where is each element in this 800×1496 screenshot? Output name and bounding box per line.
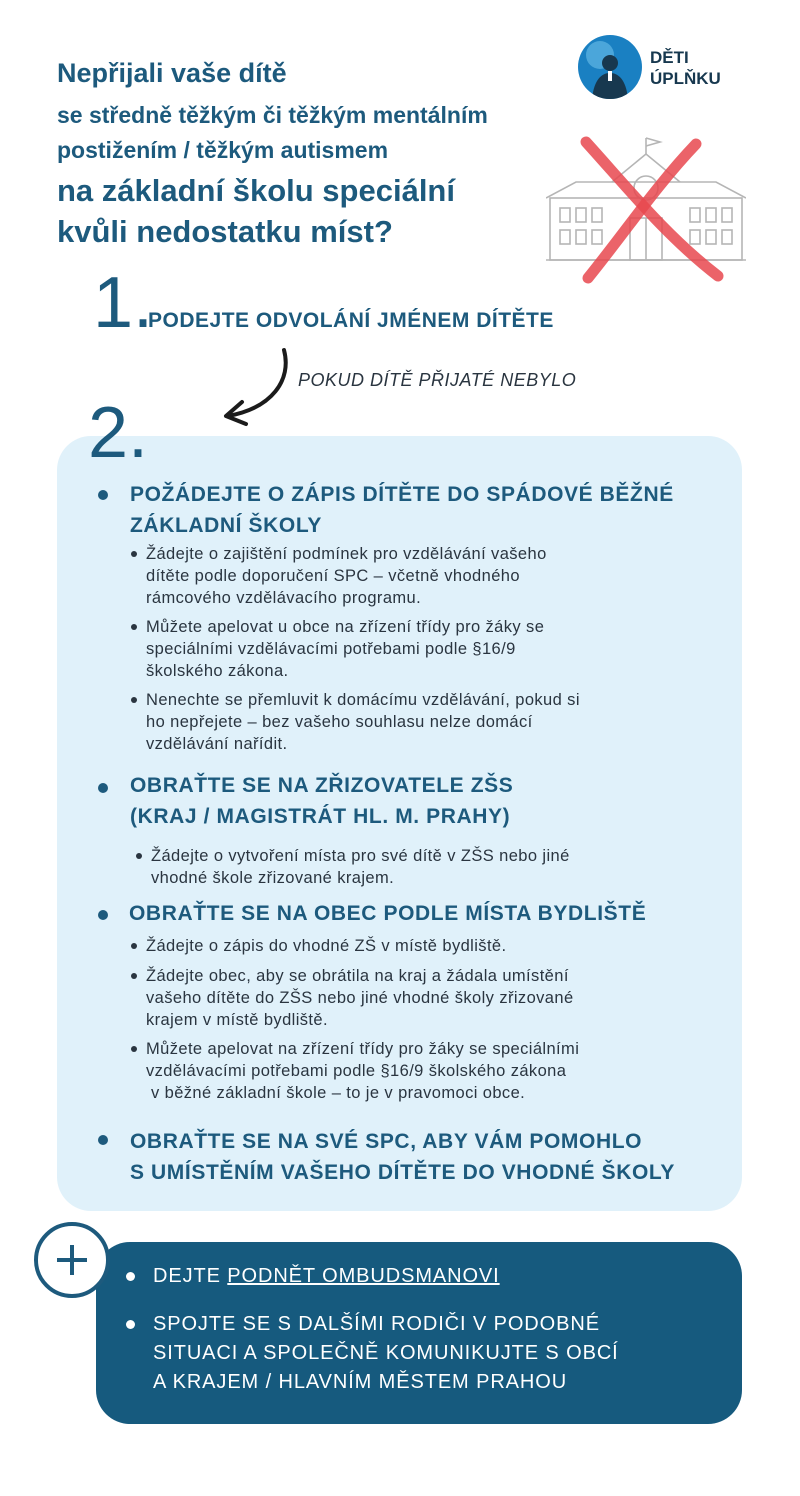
- title-line-5: kvůli nedostatku míst?: [57, 214, 393, 249]
- section-3-item-1: [146, 935, 507, 957]
- sub-bullet-icon: [131, 973, 137, 979]
- step-1-number: 1.: [93, 263, 154, 343]
- title-line-1: Nepřijali vaše dítě: [57, 58, 287, 88]
- section-1-heading-line-1: POŽÁDEJTE O ZÁPIS DÍTĚTE DO SPÁDOVÉ BĚŽNÉ: [130, 483, 674, 506]
- section-3-item-2: [146, 965, 574, 1031]
- section-1-item-3: [146, 689, 580, 755]
- section-1-heading: [130, 479, 674, 541]
- section-2-heading-line-1: OBRAŤTE SE NA ZŘIZOVATELE ZŠS: [130, 774, 514, 797]
- section-1-item-2-line-3: školského zákona.: [146, 662, 289, 680]
- section-1-item-1-line-3: rámcového vzdělávacího programu.: [146, 589, 422, 607]
- extra-item-2: [153, 1310, 619, 1397]
- section-1-item-2-line-2: speciálními vzdělávacími potřebami podle §16/9: [146, 640, 516, 658]
- section-4-heading: [130, 1126, 675, 1188]
- section-1-item-1-line-2: dítěte podle doporučení SPC – včetně vhodného: [146, 567, 520, 585]
- title-line-4: na základní školu speciální: [57, 173, 455, 208]
- curved-arrow-icon: [218, 346, 298, 430]
- section-3-item-2-line-3: krajem v místě bydliště.: [146, 1011, 328, 1029]
- ombudsman-link[interactable]: PODNĚT OMBUDSMANOVI: [227, 1265, 500, 1287]
- section-1-item-2: [146, 616, 544, 682]
- section-1-item-2-line-1: Můžete apelovat u obce na zřízení třídy pro žáky se: [146, 618, 545, 636]
- section-3-heading: [129, 898, 646, 929]
- section-1-item-3-line-1: Nenechte se přemluvit k domácímu vzdělávání, pokud si: [146, 691, 580, 709]
- sub-bullet-icon: [131, 624, 137, 630]
- sub-bullet-icon: [131, 1046, 137, 1052]
- section-3-item-2-line-2: vašeho dítěte do ZŠS nebo jiné vhodné školy zřizované: [146, 989, 574, 1007]
- section-1-item-1: [146, 543, 547, 609]
- bullet-icon: [98, 1135, 108, 1145]
- logo-text: [650, 47, 721, 89]
- section-3-heading-line-1: OBRAŤTE SE NA OBEC PODLE MÍSTA BYDLIŠTĚ: [129, 902, 647, 925]
- section-1-heading-line-2: ZÁKLADNÍ ŠKOLY: [130, 514, 322, 537]
- bullet-icon: [98, 783, 108, 793]
- logo-circle-figure-icon: [578, 35, 642, 99]
- section-4-heading-line-1: OBRAŤTE SE NA SVÉ SPC, ABY VÁM POMOHLO: [130, 1130, 643, 1153]
- plus-icon: [34, 1222, 110, 1298]
- extra-item-1: [153, 1262, 500, 1291]
- sub-bullet-icon: [131, 551, 137, 557]
- title-line-2: se středně těžkým či těžkým mentálním: [57, 102, 488, 128]
- extra-item-2-line-1: SPOJTE SE S DALŠÍMI RODIČI V PODOBNÉ: [153, 1313, 600, 1335]
- section-3-item-3: [146, 1038, 579, 1104]
- logo-line-1: DĚTI: [650, 48, 689, 67]
- bullet-icon: [98, 490, 108, 500]
- white-bullet-icon: [126, 1320, 135, 1329]
- section-1-item-3-line-2: ho nepřejete – bez vašeho souhlasu nelze domácí: [146, 713, 533, 731]
- section-2-heading: [130, 770, 513, 832]
- step-2-number: 2.: [88, 393, 149, 473]
- section-3-item-3-line-2: vzdělávacími potřebami podle §16/9 školského zákona: [146, 1062, 567, 1080]
- section-1-item-3-line-3: vzdělávání nařídit.: [146, 735, 288, 753]
- section-2-item-1-line-2: vhodné škole zřizované krajem.: [151, 869, 395, 887]
- section-2-heading-line-2: (KRAJ / MAGISTRÁT HL. M. PRAHY): [130, 805, 511, 828]
- white-bullet-icon: [126, 1272, 135, 1281]
- sub-bullet-icon: [136, 853, 142, 859]
- section-3-item-3-line-1: Můžete apelovat na zřízení třídy pro žáky se speciálními: [146, 1040, 580, 1058]
- crossed-school-icon: [546, 136, 746, 286]
- title-line-3: postižením / těžkým autismem: [57, 137, 389, 163]
- sub-bullet-icon: [131, 697, 137, 703]
- extra-item-2-line-2: SITUACI A SPOLEČNĚ KOMUNIKUJTE S OBCÍ: [153, 1342, 619, 1364]
- section-4-heading-line-2: S UMÍSTĚNÍM VAŠEHO DÍTĚTE DO VHODNÉ ŠKOLY: [130, 1161, 675, 1184]
- extra-item-2-line-3: A KRAJEM / HLAVNÍM MĚSTEM PRAHOU: [153, 1371, 568, 1393]
- section-3-item-3-line-3: v běžné základní škole – to je v pravomoci obce.: [146, 1084, 526, 1102]
- sub-bullet-icon: [131, 943, 137, 949]
- section-3-item-2-line-1: Žádejte obec, aby se obrátila na kraj a žádala umístění: [146, 967, 569, 985]
- section-2-item-1: [151, 845, 570, 889]
- extra-item-1-prefix: DEJTE: [153, 1265, 228, 1287]
- section-3-item-1-line-1: Žádejte o zápis do vhodné ZŠ v místě bydliště.: [146, 937, 507, 955]
- step-1-note: POKUD DÍTĚ PŘIJATÉ NEBYLO: [298, 370, 577, 390]
- section-1-item-1-line-1: Žádejte o zajištění podmínek pro vzdělávání vašeho: [146, 545, 547, 563]
- logo-line-2: ÚPLŇKU: [650, 69, 721, 88]
- logo: [578, 35, 738, 99]
- bullet-icon: [98, 910, 108, 920]
- step-1-text: PODEJTE ODVOLÁNÍ JMÉNEM DÍTĚTE: [148, 309, 554, 332]
- section-2-item-1-line-1: Žádejte o vytvoření místa pro své dítě v ZŠS nebo jiné: [151, 847, 570, 865]
